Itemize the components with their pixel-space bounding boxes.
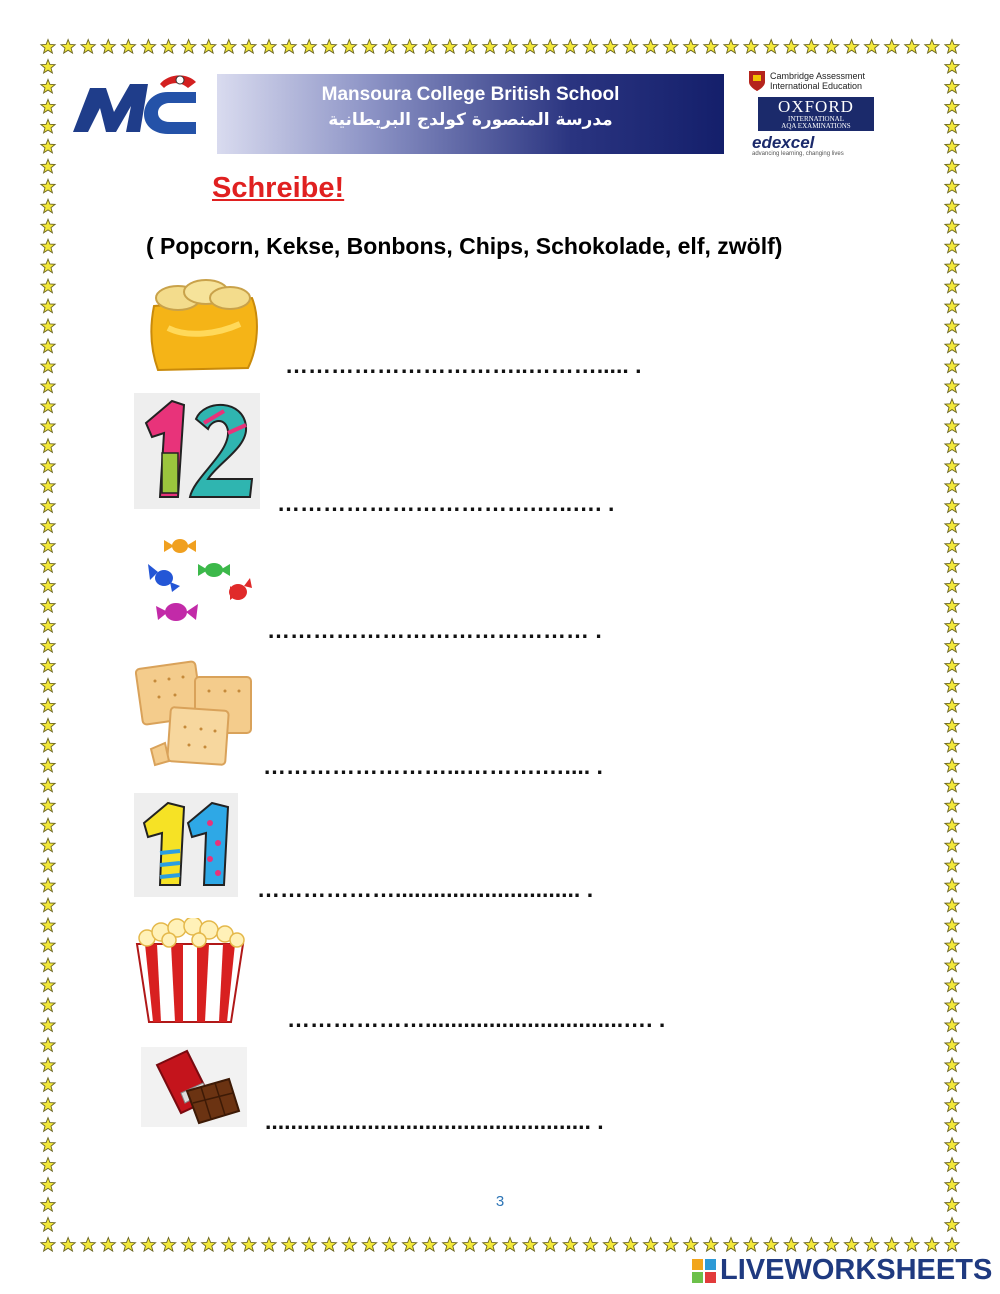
task-heading: Schreibe! (212, 172, 345, 204)
border-star-icon (684, 1238, 698, 1252)
border-star-icon (945, 419, 959, 433)
border-star-icon (41, 1098, 55, 1112)
border-star-icon (61, 1238, 75, 1252)
answer-line-5: ………………............................. . (257, 876, 594, 902)
border-star-icon (41, 419, 55, 433)
border-star-icon (945, 299, 959, 313)
border-star-icon (563, 40, 577, 54)
border-star-icon (41, 179, 55, 193)
border-star-icon (945, 259, 959, 273)
border-star-icon (664, 1238, 678, 1252)
border-star-icon (824, 40, 838, 54)
word-bank: ( Popcorn, Kekse, Bonbons, Chips, Schokolade, elf, zwölf) (146, 233, 783, 259)
border-star-icon (945, 858, 959, 872)
border-star-icon (41, 199, 55, 213)
border-star-icon (182, 40, 196, 54)
border-star-icon (202, 1238, 216, 1252)
border-star-icon (41, 1118, 55, 1132)
border-star-icon (41, 938, 55, 952)
border-star-icon (925, 40, 939, 54)
border-star-icon (945, 1178, 959, 1192)
border-star-icon (443, 1238, 457, 1252)
border-star-icon (41, 1138, 55, 1152)
school-logo (68, 70, 203, 140)
school-banner (217, 74, 724, 154)
border-star-icon (41, 918, 55, 932)
liveworksheets-icon (692, 1259, 716, 1283)
border-star-icon (945, 1238, 959, 1252)
border-star-icon (382, 1238, 396, 1252)
border-star-icon (302, 40, 316, 54)
border-star-icon (583, 1238, 597, 1252)
border-star-icon (41, 619, 55, 633)
border-star-icon (945, 1038, 959, 1052)
border-star-icon (945, 79, 959, 93)
border-star-icon (945, 179, 959, 193)
border-star-icon (362, 1238, 376, 1252)
border-star-icon (945, 539, 959, 553)
border-star-icon (644, 40, 658, 54)
border-star-icon (804, 1238, 818, 1252)
border-star-icon (844, 40, 858, 54)
border-star-icon (945, 579, 959, 593)
border-star-icon (242, 40, 256, 54)
edexcel-logo (752, 134, 888, 158)
border-star-icon (41, 1178, 55, 1192)
border-star-icon (945, 958, 959, 972)
school-name-english: Mansoura College British School (321, 84, 620, 105)
border-star-icon (41, 1158, 55, 1172)
border-star-icon (101, 1238, 115, 1252)
border-star-icon (161, 40, 175, 54)
border-star-icon (41, 1038, 55, 1052)
border-star-icon (41, 998, 55, 1012)
border-star-icon (41, 459, 55, 473)
oxford-line-3: AQA EXAMINATIONS (781, 122, 851, 130)
border-star-icon (41, 479, 55, 493)
border-star-icon (945, 459, 959, 473)
border-star-icon (41, 40, 55, 54)
border-star-icon (282, 40, 296, 54)
border-star-icon (945, 499, 959, 513)
border-star-icon (764, 1238, 778, 1252)
border-star-icon (523, 1238, 537, 1252)
border-star-icon (41, 898, 55, 912)
border-star-icon (41, 279, 55, 293)
border-star-icon (623, 40, 637, 54)
number-12-picture (134, 393, 260, 509)
edexcel-tagline: advancing learning, changing lives (752, 151, 844, 157)
border-star-icon (945, 718, 959, 732)
border-star-icon (945, 479, 959, 493)
border-star-icon (101, 40, 115, 54)
border-star-icon (543, 1238, 557, 1252)
border-star-icon (41, 659, 55, 673)
border-star-icon (865, 1238, 879, 1252)
border-star-icon (463, 40, 477, 54)
border-star-icon (945, 998, 959, 1012)
border-star-icon (41, 319, 55, 333)
border-star-icon (41, 159, 55, 173)
border-star-icon (945, 1138, 959, 1152)
border-star-icon (41, 718, 55, 732)
border-star-icon (483, 40, 497, 54)
border-star-icon (945, 339, 959, 353)
border-star-icon (463, 1238, 477, 1252)
border-star-icon (41, 738, 55, 752)
border-star-icon (41, 79, 55, 93)
border-star-icon (41, 539, 55, 553)
oxford-aqa-logo (758, 97, 874, 131)
border-star-icon (141, 1238, 155, 1252)
border-star-icon (603, 40, 617, 54)
border-star-icon (664, 40, 678, 54)
border-star-icon (41, 798, 55, 812)
border-star-icon (945, 978, 959, 992)
border-star-icon (121, 40, 135, 54)
border-star-icon (41, 519, 55, 533)
cambridge-line-2: International Education (770, 81, 863, 91)
border-star-icon (41, 60, 55, 74)
border-star-icon (182, 1238, 196, 1252)
border-star-icon (945, 639, 959, 653)
border-star-icon (41, 639, 55, 653)
border-star-icon (41, 698, 55, 712)
border-star-icon (945, 279, 959, 293)
border-star-icon (41, 579, 55, 593)
border-star-icon (764, 40, 778, 54)
border-star-icon (744, 40, 758, 54)
border-star-icon (945, 199, 959, 213)
border-star-icon (844, 1238, 858, 1252)
border-star-icon (945, 359, 959, 373)
border-star-icon (161, 1238, 175, 1252)
border-star-icon (945, 319, 959, 333)
border-star-icon (41, 838, 55, 852)
border-star-icon (41, 1218, 55, 1232)
border-star-icon (905, 1238, 919, 1252)
border-star-icon (945, 698, 959, 712)
border-star-icon (945, 139, 959, 153)
border-star-icon (242, 1238, 256, 1252)
border-star-icon (41, 958, 55, 972)
border-star-icon (945, 938, 959, 952)
border-star-icon (945, 1098, 959, 1112)
border-star-icon (523, 40, 537, 54)
border-star-icon (41, 858, 55, 872)
cambridge-line-1: Cambridge Assessment (770, 71, 866, 81)
border-star-icon (222, 1238, 236, 1252)
border-star-icon (41, 339, 55, 353)
border-star-icon (583, 40, 597, 54)
answer-line-1: …………………………..………..... . (285, 352, 642, 378)
border-star-icon (403, 40, 417, 54)
border-star-icon (41, 878, 55, 892)
border-star-icon (262, 40, 276, 54)
border-star-icon (945, 1218, 959, 1232)
border-star-icon (41, 1018, 55, 1032)
border-star-icon (41, 1078, 55, 1092)
border-star-icon (81, 40, 95, 54)
border-star-icon (804, 40, 818, 54)
border-star-icon (865, 40, 879, 54)
border-star-icon (945, 758, 959, 772)
border-star-icon (724, 1238, 738, 1252)
border-star-icon (945, 818, 959, 832)
border-star-icon (503, 1238, 517, 1252)
border-star-icon (443, 40, 457, 54)
border-star-icon (744, 1238, 758, 1252)
border-star-icon (945, 1158, 959, 1172)
border-star-icon (644, 1238, 658, 1252)
border-star-icon (824, 1238, 838, 1252)
border-star-icon (925, 1238, 939, 1252)
chocolate-picture (141, 1047, 247, 1127)
border-star-icon (945, 878, 959, 892)
answer-line-2: …………………………….…..…. . (277, 490, 615, 516)
school-name-arabic: مدرسة المنصورة كولدج البريطانية (328, 110, 613, 130)
border-star-icon (41, 119, 55, 132)
border-star-icon (362, 40, 376, 54)
chips-bag-picture (148, 278, 264, 372)
border-star-icon (41, 818, 55, 832)
border-star-icon (945, 619, 959, 633)
answer-line-6: ………………...............................…. . (287, 1006, 666, 1032)
border-star-icon (623, 1238, 637, 1252)
border-star-icon (704, 1238, 718, 1252)
border-star-icon (945, 399, 959, 413)
border-star-icon (784, 1238, 798, 1252)
border-star-icon (41, 259, 55, 273)
page-number: 3 (495, 1193, 505, 1210)
border-star-icon (543, 40, 557, 54)
border-star-icon (905, 40, 919, 54)
border-star-icon (41, 559, 55, 573)
border-star-icon (222, 40, 236, 54)
border-star-icon (423, 1238, 437, 1252)
border-star-icon (61, 40, 75, 54)
border-star-icon (945, 898, 959, 912)
border-star-icon (945, 119, 959, 132)
border-star-icon (322, 1238, 336, 1252)
answer-line-3: …………………………………… . (267, 617, 602, 643)
border-star-icon (945, 519, 959, 533)
border-star-icon (945, 599, 959, 613)
border-star-icon (945, 678, 959, 692)
border-star-icon (382, 40, 396, 54)
border-star-icon (302, 1238, 316, 1252)
border-star-icon (945, 439, 959, 453)
border-star-icon (945, 838, 959, 852)
border-star-icon (563, 1238, 577, 1252)
border-star-icon (41, 359, 55, 373)
border-star-icon (41, 379, 55, 393)
bonbons-picture (146, 534, 254, 630)
border-star-icon (945, 40, 959, 54)
border-star-icon (202, 40, 216, 54)
exam-board-logos (748, 68, 888, 164)
border-star-icon (503, 40, 517, 54)
border-star-icon (41, 139, 55, 153)
liveworksheets-brand (692, 1254, 992, 1287)
border-star-icon (141, 40, 155, 54)
border-star-icon (41, 758, 55, 772)
edexcel-title: edexcel (752, 133, 815, 152)
border-star-icon (945, 99, 959, 113)
border-star-icon (945, 379, 959, 393)
oxford-title: OXFORD (778, 97, 854, 116)
number-11-picture (134, 793, 238, 897)
border-star-icon (784, 40, 798, 54)
border-star-icon (945, 659, 959, 673)
border-star-icon (945, 1118, 959, 1132)
border-star-icon (483, 1238, 497, 1252)
border-star-icon (724, 40, 738, 54)
border-star-icon (81, 1238, 95, 1252)
border-star-icon (945, 1018, 959, 1032)
border-star-icon (41, 978, 55, 992)
answer-line-7: ................................................... . (265, 1108, 604, 1134)
border-star-icon (945, 798, 959, 812)
border-star-icon (945, 239, 959, 253)
border-star-icon (945, 159, 959, 173)
border-star-icon (41, 678, 55, 692)
border-star-icon (885, 1238, 899, 1252)
border-star-icon (41, 219, 55, 233)
border-star-icon (945, 60, 959, 74)
liveworksheets-text: LIVEWORKSHEETS (720, 1254, 993, 1286)
border-star-icon (121, 1238, 135, 1252)
crackers-picture (135, 657, 255, 769)
border-star-icon (262, 1238, 276, 1252)
border-star-icon (423, 40, 437, 54)
border-star-icon (41, 599, 55, 613)
border-star-icon (684, 40, 698, 54)
border-star-icon (282, 1238, 296, 1252)
border-star-icon (945, 918, 959, 932)
border-star-icon (41, 99, 55, 113)
border-star-icon (945, 559, 959, 573)
cambridge-shield-icon (748, 70, 766, 92)
border-star-icon (41, 299, 55, 313)
popcorn-picture (133, 918, 247, 1026)
border-star-icon (342, 1238, 356, 1252)
border-star-icon (41, 1058, 55, 1072)
cambridge-logo (748, 68, 888, 94)
border-star-icon (41, 239, 55, 253)
oxford-line-2: INTERNATIONAL (788, 115, 844, 123)
border-star-icon (41, 399, 55, 413)
border-star-icon (41, 1238, 55, 1252)
border-star-icon (403, 1238, 417, 1252)
border-star-icon (322, 40, 336, 54)
border-star-icon (41, 439, 55, 453)
border-star-icon (945, 778, 959, 792)
border-star-icon (41, 499, 55, 513)
answer-line-4: ……………………...……….….... . (263, 753, 603, 779)
border-star-icon (945, 1078, 959, 1092)
border-star-icon (885, 40, 899, 54)
border-star-icon (603, 1238, 617, 1252)
border-star-icon (704, 40, 718, 54)
border-star-icon (945, 738, 959, 752)
border-star-icon (342, 40, 356, 54)
border-star-icon (945, 1058, 959, 1072)
border-star-icon (945, 219, 959, 233)
border-star-icon (41, 778, 55, 792)
